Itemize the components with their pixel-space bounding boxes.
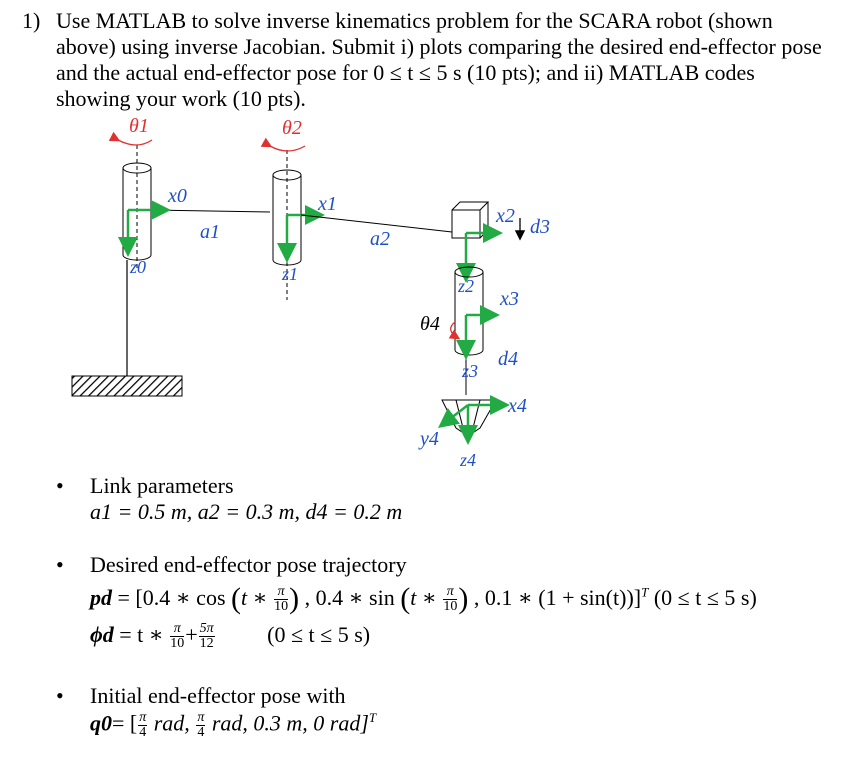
- d3-label: d3: [530, 216, 550, 238]
- link1: [151, 210, 270, 212]
- pd-range: (0 ≤ t ≤ 5 s): [653, 585, 757, 610]
- q0-rad-2: rad,: [211, 710, 248, 736]
- paren-close: ): [458, 582, 469, 615]
- link-parameters-title: Link parameters: [90, 473, 234, 498]
- x1-label: x1: [318, 193, 337, 215]
- pd-eq-1: = [0.4 ∗ cos: [117, 585, 226, 610]
- paren-close: ): [289, 582, 300, 615]
- z2-label: z2: [458, 276, 475, 296]
- frac-pi-10-a: $\frac{\pi}{10}$: [274, 584, 289, 615]
- a2-label: a2: [370, 228, 390, 250]
- frac-pi-4-a: $\frac{\pi}{4}$: [139, 709, 147, 740]
- t-star-1: t ∗: [241, 585, 268, 610]
- phid-eq: = t ∗: [119, 622, 164, 647]
- frac-pi-10-c: $\frac{\pi}{10}$: [170, 621, 185, 652]
- phid-lhs: ϕd: [90, 622, 114, 647]
- bullet-dot-2: •: [56, 552, 64, 577]
- z1-label: z1: [282, 264, 299, 284]
- q0-rad-1: rad,: [153, 710, 190, 736]
- trajectory-title: Desired end-effector pose trajectory: [90, 552, 407, 577]
- theta4-label: θ4: [420, 313, 440, 335]
- x2-label: x2: [496, 205, 515, 227]
- theta4-arrow: [451, 322, 458, 338]
- bullet-dot-1: •: [56, 473, 64, 498]
- ground-hatch: [72, 376, 182, 396]
- paren-open: (: [400, 582, 411, 615]
- bullet-dot-3: •: [56, 683, 64, 708]
- frac-5pi-12: $\frac{5\pi}{12}$: [199, 621, 214, 652]
- q0-lhs: q0: [90, 710, 112, 736]
- frac-pi-4-b: $\frac{\pi}{4}$: [197, 709, 205, 740]
- prismatic-joint-cube: [452, 202, 488, 268]
- theta2-label: θ2: [282, 117, 302, 139]
- transpose-1: T: [641, 584, 649, 600]
- z4-label: z4: [460, 450, 477, 470]
- z0-label: z0: [130, 257, 147, 277]
- problem-text: Use MATLAB to solve inverse kinematics problem for the SCARA robot (shown above) using inverse Jacobian. Submit i) plots comparing the desired end-effector pose and the actual end-effector pose for 0 ≤ t ≤ 5 s (10 pts); and ii) MATLAB codes showing your work (10 pts).: [56, 8, 822, 111]
- x4-label: x4: [508, 395, 527, 417]
- q0-eq-1: = [: [112, 710, 138, 736]
- d4-label: d4: [498, 348, 518, 370]
- t-star-2: t ∗: [410, 585, 437, 610]
- theta1-arrow: [118, 140, 152, 145]
- frac-pi-10-b: $\frac{\pi}{10}$: [443, 584, 458, 615]
- a1-label: a1: [200, 221, 220, 243]
- q0-equation: [90, 710, 376, 740]
- y4-label: y4: [420, 428, 439, 450]
- transpose-2: T: [368, 710, 377, 725]
- phid-equation: ϕd = t ∗ $\frac{\pi}{10}$ + $\frac{5\pi}{12}$ (0 ≤ t ≤ 5 s): [90, 621, 371, 652]
- pd-equation: [90, 582, 757, 616]
- paren-open: (: [231, 582, 242, 615]
- pd-lhs: pd: [90, 585, 112, 610]
- x3-label: x3: [500, 288, 519, 310]
- z3-label: z3: [462, 361, 479, 381]
- initial-pose-title: Initial end-effector pose with: [90, 683, 346, 708]
- link-parameters-eq: a1 = 0.5 m, a2 = 0.3 m, d4 = 0.2 m: [90, 499, 403, 524]
- q0-rest: 0.3 m, 0 rad]: [253, 710, 369, 736]
- x0-label: x0: [168, 185, 187, 207]
- problem-number: 1): [22, 8, 41, 33]
- pd-eq-2: , 0.4 ∗ sin: [304, 585, 395, 610]
- phid-range: (0 ≤ t ≤ 5 s): [267, 622, 371, 647]
- pd-eq-3: , 0.1 ∗ (1 + sin(t))]: [473, 585, 642, 610]
- theta1-label: θ1: [129, 115, 149, 137]
